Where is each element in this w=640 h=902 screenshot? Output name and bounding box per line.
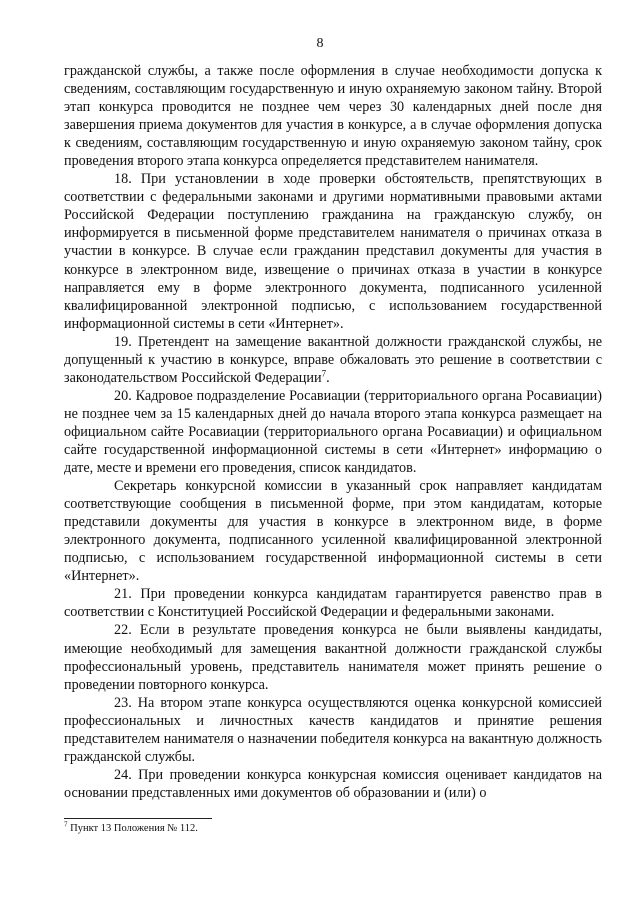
footnote — [64, 822, 198, 835]
paragraph-19-text: 19. Претендент на замещение вакантной должности гражданской службы, не допущенный к участию в конкурсе, вправе обжаловать это решение в соответствии с законодательством Российской Федерации — [64, 333, 602, 386]
paragraph-20: 20. Кадровое подразделение Росавиации (территориального органа Росавиации) не позднее чем за 15 календарных дней до начала второго этапа конкурса размещает на официальном сайте Росавиации (территориального органа Росавиации) и официальном сайте государственной информационной системы в сети «Интернет» информацию о дате, месте и времени его проведения, список кандидатов. — [64, 387, 602, 477]
paragraph-18: 18. При установлении в ходе проверки обстоятельств, препятствующих в соответствии с федеральными законами и другими нормативными правовыми актами Российской Федерации поступлению гражданина на гражданскую службу, он информируется в письменной форме представителем нанимателя о причинах отказа в участии в конкурсе. В случае если гражданин представил документы для участия в конкурсе в электронном виде, извещение о причинах отказа в участии в конкурсе направляется ему в форме электронного документа, подписанного усиленной квалифицированной электронной подписью, с использованием государственной информационной системы в сети «Интернет». — [64, 171, 602, 332]
document-body — [64, 62, 602, 802]
footnote-text: Пункт 13 Положения № 112. — [67, 823, 198, 834]
paragraph-22: 22. Если в результате проведения конкурса не были выявлены кандидаты, имеющие необходимый для замещения вакантной должности гражданской службы профессиональный уровень, представитель нанимателя может принять решение о проведении повторного конкурса. — [64, 622, 602, 693]
paragraph-20-secretary: Секретарь конкурсной комиссии в указанный срок направляет кандидатам соответствующие сообщения в письменной форме, при этом кандидатам, которые представили документы для участия в конкурсе в электронном виде, в форме электронного документа, подписанного усиленной квалифицированной электронной подписью, с использованием государственной информационной системы в сети «Интернет». — [64, 478, 602, 585]
paragraph-continuation: гражданской службы, а также после оформления в случае необходимости допуска к сведениям, составляющим государственную и иную охраняемую законом тайну. Второй этап конкурса проводится не позднее чем через 30 календарных дней после дня завершения приема документов для участия в конкурсе, а в случае оформления допуска к сведениям, составляющим государственную и иную охраняемую законом тайну, срок проведения второго этапа конкурса определяется представителем нанимателя. — [64, 63, 602, 170]
footnote-mark: 7 — [64, 820, 68, 829]
paragraph-24: 24. При проведении конкурса конкурсная комиссия оценивает кандидатов на основании представленных ими документов об образовании и (или) о — [64, 766, 602, 801]
paragraph-19 — [64, 333, 602, 387]
paragraph-21: 21. При проведении конкурса кандидатам гарантируется равенство прав в соответствии с Конституцией Российской Федерации и федеральными законами. — [64, 586, 602, 621]
paragraph-23: 23. На втором этапе конкурса осуществляются оценка конкурсной комиссией профессиональных и личностных качеств кандидатов и принятие решения представителем нанимателя о назначении победителя конкурса на вакантную должность гражданской службы. — [64, 694, 602, 765]
footnote-divider — [64, 818, 212, 819]
paragraph-19-tail: . — [326, 369, 330, 386]
footnote-reference[interactable]: 7 — [321, 368, 327, 379]
page-number: 8 — [316, 36, 324, 51]
